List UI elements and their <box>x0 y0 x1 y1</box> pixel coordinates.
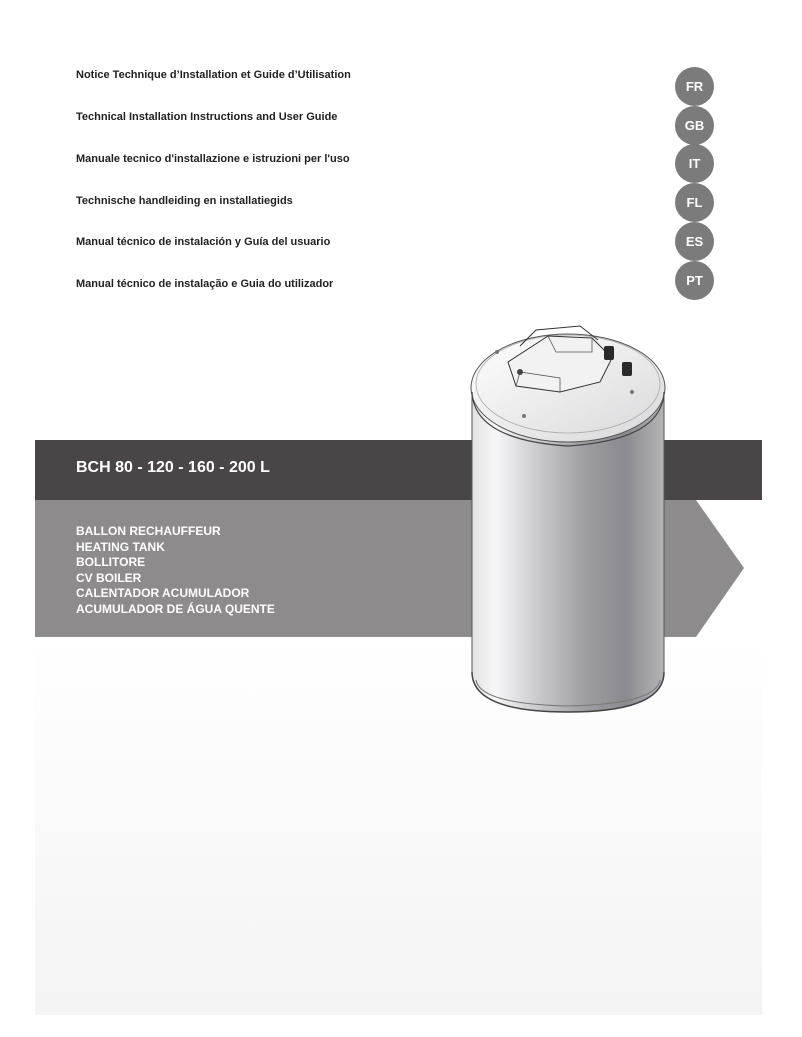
language-badge-es: ES <box>675 222 714 261</box>
language-line-fr: Notice Technique d’Installation et Guide d’Utilisation <box>76 69 351 81</box>
language-line-pt: Manual técnico de instalação e Guia do utilizador <box>76 278 334 290</box>
subtitle-es: CALENTADOR ACUMULADOR <box>76 586 250 601</box>
subtitle-fl: CV BOILER <box>76 570 142 585</box>
product-subtitles <box>76 524 275 618</box>
subtitle-gb: HEATING TANK <box>76 539 165 554</box>
language-badge-fr: FR <box>675 67 714 106</box>
language-badge-it: IT <box>675 144 714 183</box>
language-badge-fl: FL <box>675 183 714 222</box>
subtitle-it: BOLLITORE <box>76 555 146 570</box>
language-line-es: Manual técnico de instalación y Guía del usuario <box>76 236 331 248</box>
subtitle-pt: ACUMULADOR DE ÁGUA QUENTE <box>76 601 275 616</box>
language-badge-gb: GB <box>675 106 714 145</box>
product-title: BCH 80 - 120 - 160 - 200 L <box>76 459 270 476</box>
language-line-fl: Technische handleiding en installatiegids <box>76 195 293 207</box>
subtitle-fr: BALLON RECHAUFFEUR <box>76 524 221 538</box>
language-line-gb: Technical Installation Instructions and User Guide <box>76 111 338 123</box>
language-line-it: Manuale tecnico d'installazione e istruzioni per l'uso <box>76 153 350 165</box>
language-badge-pt: PT <box>675 261 714 300</box>
